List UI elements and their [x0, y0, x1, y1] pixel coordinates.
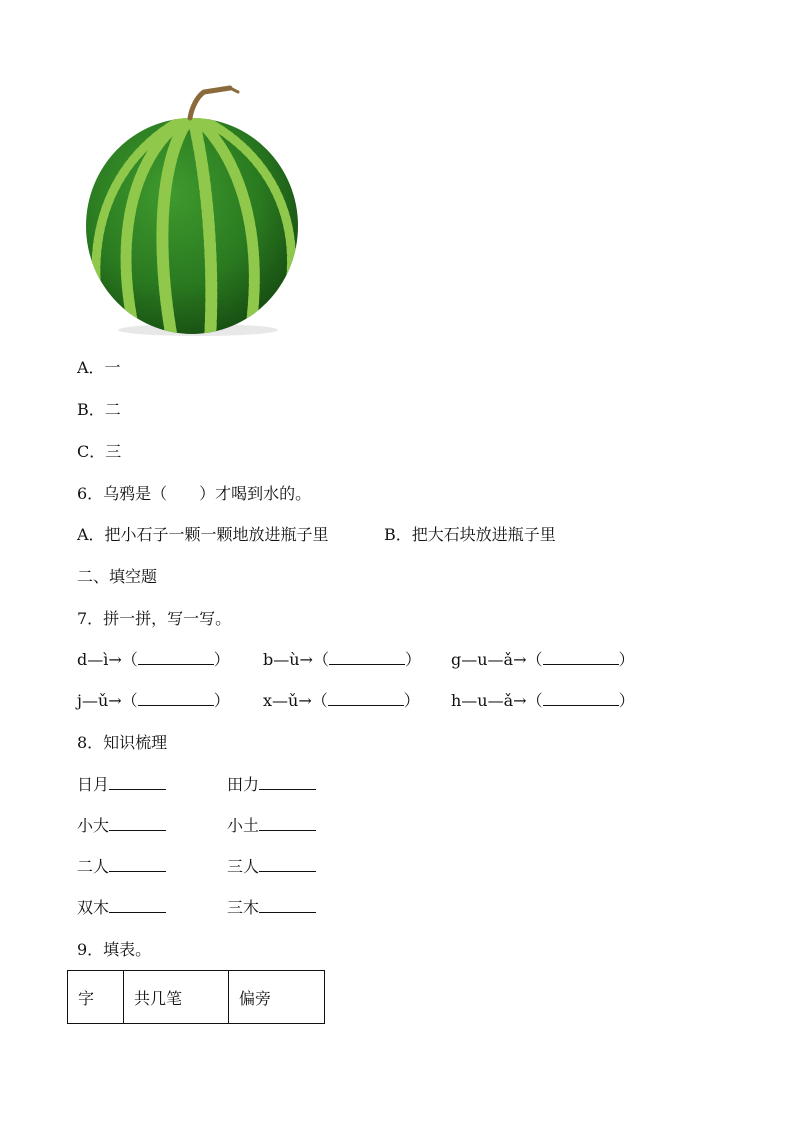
- open-paren: （: [526, 691, 543, 710]
- table-header-cell: 字: [68, 971, 124, 1024]
- knowledge-item: [77, 898, 166, 918]
- knowledge-item: [227, 898, 316, 918]
- fill-table: [67, 970, 325, 1024]
- answer-blank[interactable]: [259, 898, 316, 913]
- knowledge-item: [77, 857, 166, 877]
- close-paren: ）: [618, 650, 635, 669]
- answer-blank[interactable]: [329, 650, 405, 665]
- answer-blank[interactable]: [109, 857, 166, 872]
- answer-blank[interactable]: [328, 691, 404, 706]
- char-pair: 双木: [77, 898, 110, 917]
- question-9: 9．填表。: [77, 940, 152, 959]
- option-c: C．三: [77, 442, 122, 461]
- knowledge-item: [77, 775, 166, 795]
- char-pair: 小土: [227, 816, 260, 835]
- option-b: B．二: [77, 400, 121, 419]
- pinyin-item: [451, 650, 635, 670]
- pinyin-spelling: j—ǔ→: [77, 691, 122, 710]
- knowledge-item: [227, 775, 316, 795]
- question-8: 8．知识梳理: [77, 733, 168, 752]
- knowledge-item: [77, 816, 166, 836]
- close-paren: ）: [618, 691, 635, 710]
- pinyin-item: [451, 691, 635, 711]
- table-header-cell: 共几笔: [124, 971, 229, 1024]
- pinyin-item: [263, 650, 421, 670]
- pinyin-spelling: h—u—ǎ→: [451, 691, 527, 710]
- q6-option-b: B．把大石块放进瓶子里: [384, 525, 556, 544]
- answer-blank[interactable]: [259, 857, 316, 872]
- char-pair: 三木: [227, 898, 260, 917]
- char-pair: 三人: [227, 857, 260, 876]
- answer-blank[interactable]: [259, 816, 316, 831]
- pinyin-item: [77, 691, 230, 711]
- char-pair: 小大: [77, 816, 110, 835]
- knowledge-item: [227, 857, 316, 877]
- watermelon-image: [80, 84, 305, 339]
- question-6: 6．乌鸦是（ ）才喝到水的。: [77, 484, 312, 503]
- table-header-cell: 偏旁: [229, 971, 325, 1024]
- q6-option-a: A．把小石子一颗一颗地放进瓶子里: [77, 525, 329, 544]
- answer-blank[interactable]: [138, 650, 214, 665]
- answer-blank[interactable]: [109, 775, 166, 790]
- pinyin-spelling: d—ì→: [77, 650, 122, 669]
- pinyin-spelling: x—ǔ→: [263, 691, 312, 710]
- open-paren: （: [312, 650, 329, 669]
- answer-blank[interactable]: [109, 898, 166, 913]
- char-pair: 田力: [227, 775, 260, 794]
- answer-blank[interactable]: [543, 691, 619, 706]
- pinyin-item: [77, 650, 230, 670]
- open-paren: （: [121, 691, 138, 710]
- question-7: 7．拼一拼，写一写。: [77, 609, 232, 628]
- char-pair: 二人: [77, 857, 110, 876]
- option-a: A．一: [77, 358, 121, 377]
- answer-blank[interactable]: [543, 650, 619, 665]
- close-paren: ）: [404, 650, 421, 669]
- close-paren: ）: [213, 650, 230, 669]
- open-paren: （: [311, 691, 328, 710]
- pinyin-spelling: g—u—ǎ→: [451, 650, 527, 669]
- close-paren: ）: [213, 691, 230, 710]
- char-pair: 日月: [77, 775, 110, 794]
- pinyin-item: [263, 691, 420, 711]
- pinyin-spelling: b—ù→: [263, 650, 313, 669]
- open-paren: （: [526, 650, 543, 669]
- open-paren: （: [121, 650, 138, 669]
- answer-blank[interactable]: [138, 691, 214, 706]
- close-paren: ）: [403, 691, 420, 710]
- section-heading: 二、填空题: [77, 567, 158, 586]
- answer-blank[interactable]: [259, 775, 316, 790]
- knowledge-item: [227, 816, 316, 836]
- answer-blank[interactable]: [109, 816, 166, 831]
- table-row: [68, 971, 325, 1024]
